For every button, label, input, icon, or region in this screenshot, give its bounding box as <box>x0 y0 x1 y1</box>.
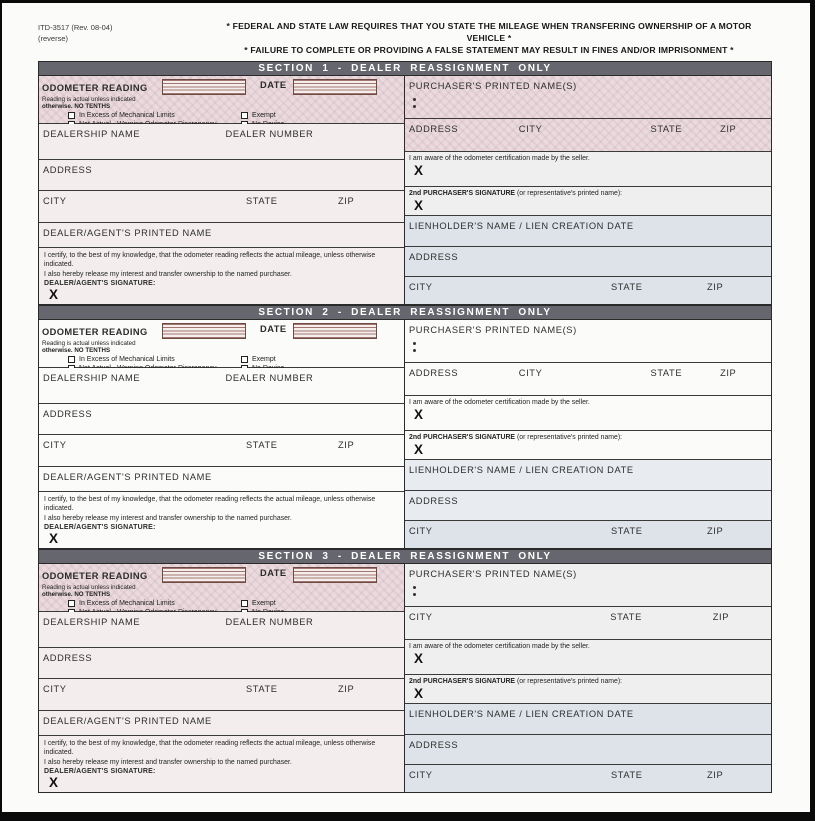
zip-label: ZIP <box>720 368 737 379</box>
date-label: DATE <box>260 568 287 579</box>
odometer-microprint-box[interactable] <box>162 323 246 339</box>
dealer-city-row[interactable] <box>39 679 404 711</box>
purchaser-names-row[interactable] <box>405 76 771 119</box>
odometer-block: ODOMETER READING Reading is actual unless indicated otherwise. NO TENTHS DATE In Excess of Mechanical Limits Exempt <box>39 76 404 124</box>
zip-label: ZIP <box>712 612 730 623</box>
section-3-title-bar: SECTION 3 - DEALER REASSIGNMENT ONLY <box>38 549 772 563</box>
dealer-printed-name-row[interactable] <box>39 223 404 248</box>
purchaser-printed-names-label: PURCHASER'S PRINTED NAME(S) <box>409 325 577 336</box>
section-3-purchaser-column <box>405 564 771 792</box>
state-label: STATE <box>650 368 683 379</box>
lienholder-address-row[interactable] <box>405 735 771 765</box>
purchaser-address-row[interactable] <box>405 363 771 396</box>
odometer-aware-block: I am aware of the odometer certification made by the seller. X <box>405 152 771 187</box>
state-label: STATE <box>246 684 278 695</box>
zip-label: ZIP <box>338 684 355 695</box>
dealer-signature-label: DEALER/AGENT'S SIGNATURE: <box>44 768 156 776</box>
second-purchaser-signature-block: 2nd PURCHASER'S SIGNATURE (or representative's printed name): X <box>405 431 771 460</box>
odometer-aware-block: I am aware of the odometer certification made by the seller. X <box>405 640 771 675</box>
zip-label: ZIP <box>707 526 724 537</box>
name-line-bullet <box>413 349 416 352</box>
dealership-row <box>39 124 404 160</box>
purchaser-signature-x[interactable]: X <box>414 407 424 423</box>
dealer-printed-name-row[interactable] <box>39 711 404 736</box>
dealer-address-row[interactable] <box>39 648 404 679</box>
dealer-city-row[interactable] <box>39 191 404 223</box>
purchaser-names-row[interactable] <box>405 564 771 607</box>
address-label: ADDRESS <box>43 653 93 664</box>
checkbox-exempt[interactable] <box>241 600 248 607</box>
second-purchaser-signature-block: 2nd PURCHASER'S SIGNATURE (or representative's printed name): X <box>405 675 771 704</box>
state-label: STATE <box>650 124 683 135</box>
form-id <box>38 20 206 56</box>
lienholder-label: LIENHOLDER'S NAME / LIEN CREATION DATE <box>409 465 634 476</box>
dealer-certification-block: I certify, to the best of my knowledge, that the odometer reading reflects the actual mileage, unless otherwise indicated. I also hereby release my interest and transfer ownership to the named purchaser. DEALER/AGENT'S SIGNATURE: X <box>39 736 404 792</box>
name-line-bullet <box>413 593 416 596</box>
dealer-signature-label: DEALER/AGENT'S SIGNATURE: <box>44 280 156 288</box>
dealership-name-label: DEALERSHIP NAME <box>43 617 141 628</box>
city-label: CITY <box>43 196 67 207</box>
second-purchaser-signature-x[interactable]: X <box>414 442 424 458</box>
form-id-reverse: (reverse) <box>38 33 69 43</box>
section-2-dealer-column <box>39 320 405 548</box>
city-label: CITY <box>409 770 433 781</box>
state-label: STATE <box>246 440 278 451</box>
dealer-signature-x[interactable]: X <box>49 531 59 547</box>
odometer-reading-label: ODOMETER READING <box>42 327 148 338</box>
form-id-number: ITD-3517 (Rev. 08-04) <box>38 23 113 32</box>
dealer-agent-printed-name-label: DEALER/AGENT'S PRINTED NAME <box>43 228 212 239</box>
date-label: DATE <box>260 80 287 91</box>
name-line-bullet <box>413 105 416 108</box>
city-label: CITY <box>518 124 543 135</box>
name-line-bullet <box>413 342 416 345</box>
odometer-microprint-box[interactable] <box>162 567 246 583</box>
section-1 <box>38 61 772 305</box>
purchaser-names-row[interactable] <box>405 320 771 363</box>
dealer-signature-label: DEALER/AGENT'S SIGNATURE: <box>44 524 156 532</box>
purchaser-printed-names-label: PURCHASER'S PRINTED NAME(S) <box>409 81 577 92</box>
city-label: CITY <box>518 368 543 379</box>
lienholder-city-row[interactable] <box>405 521 771 548</box>
date-label: DATE <box>260 324 287 335</box>
dealer-signature-x[interactable]: X <box>49 287 59 303</box>
address-label: ADDRESS <box>43 165 93 176</box>
second-purchaser-signature-x[interactable]: X <box>414 686 424 702</box>
name-line-bullet <box>413 586 416 589</box>
purchaser-signature-x[interactable]: X <box>414 163 424 179</box>
dealership-row <box>39 368 404 404</box>
name-line-bullet <box>413 98 416 101</box>
section-1-purchaser-column <box>405 76 771 304</box>
section-2-purchaser-column <box>405 320 771 548</box>
dealer-address-row[interactable] <box>39 160 404 191</box>
lienholder-city-row[interactable] <box>405 277 771 304</box>
city-label: CITY <box>409 612 433 623</box>
federal-warning-text: * FEDERAL AND STATE LAW REQUIRES THAT YOU STATE THE MILEAGE WHEN TRANSFERING OWNERSHIP OF A MOTOR VEHICLE * * FAILURE TO COMPLETE OR PROVIDING A FALSE STATEMENT MAY RESULT IN FINES AND/OR IMPRISONMENT * <box>226 21 752 56</box>
state-label: STATE <box>246 196 278 207</box>
dealer-agent-printed-name-label: DEALER/AGENT'S PRINTED NAME <box>43 472 212 483</box>
form-header <box>38 20 772 56</box>
dealer-signature-x[interactable]: X <box>49 775 59 791</box>
lienholder-label: LIENHOLDER'S NAME / LIEN CREATION DATE <box>409 221 634 232</box>
second-purchaser-signature-x[interactable]: X <box>414 198 424 214</box>
lienholder-row[interactable] <box>405 216 771 247</box>
lienholder-row[interactable] <box>405 460 771 491</box>
odometer-microprint-box[interactable] <box>162 79 246 95</box>
section-3 <box>38 549 772 793</box>
dealer-certification-block: I certify, to the best of my knowledge, that the odometer reading reflects the actual mileage, unless otherwise indicated. I also hereby release my interest and transfer ownership to the named purchaser. DEALER/AGENT'S SIGNATURE: X <box>39 492 404 548</box>
dealer-city-row[interactable] <box>39 435 404 467</box>
odometer-aware-block: I am aware of the odometer certification made by the seller. X <box>405 396 771 431</box>
address-label: ADDRESS <box>409 368 459 379</box>
dealership-name-label: DEALERSHIP NAME <box>43 373 141 384</box>
odometer-block: ODOMETER READING Reading is actual unless indicated otherwise. NO TENTHS DATE In Excess of Mechanical Limits Exempt <box>39 320 404 368</box>
checkbox-exempt[interactable] <box>241 356 248 363</box>
zip-label: ZIP <box>707 282 724 293</box>
state-label: STATE <box>611 282 643 293</box>
state-label: STATE <box>610 612 642 623</box>
dealer-certification-block: I certify, to the best of my knowledge, that the odometer reading reflects the actual mileage, unless otherwise indicated. I also hereby release my interest and transfer ownership to the named purchaser. DEALER/AGENT'S SIGNATURE: X <box>39 248 404 304</box>
date-microprint-box[interactable] <box>293 79 377 95</box>
lienholder-address-row[interactable] <box>405 247 771 277</box>
zip-label: ZIP <box>338 196 355 207</box>
purchaser-printed-names-label: PURCHASER'S PRINTED NAME(S) <box>409 569 577 580</box>
purchaser-address-row[interactable] <box>405 119 771 152</box>
state-label: STATE <box>611 526 643 537</box>
checkbox-excess-mechanical-limits[interactable] <box>68 600 75 607</box>
purchaser-signature-x[interactable]: X <box>414 651 424 667</box>
dealer-address-row[interactable] <box>39 404 404 435</box>
zip-label: ZIP <box>707 770 724 781</box>
second-purchaser-signature-block: 2nd PURCHASER'S SIGNATURE (or representative's printed name): X <box>405 187 771 216</box>
odometer-block: ODOMETER READING Reading is actual unless indicated otherwise. NO TENTHS DATE In Excess of Mechanical Limits Exempt <box>39 564 404 612</box>
city-label: CITY <box>43 440 67 451</box>
zip-label: ZIP <box>338 440 355 451</box>
checkbox-excess-mechanical-limits[interactable] <box>68 356 75 363</box>
state-label: STATE <box>611 770 643 781</box>
dealer-number-label: DEALER NUMBER <box>225 373 314 384</box>
form-itd-3517 <box>38 20 772 793</box>
dealer-number-label: DEALER NUMBER <box>225 617 314 628</box>
odometer-reading-label: ODOMETER READING <box>42 83 148 94</box>
city-label: CITY <box>409 526 433 537</box>
section-1-title-bar: SECTION 1 - DEALER REASSIGNMENT ONLY <box>38 61 772 75</box>
address-label: ADDRESS <box>409 740 459 751</box>
dealer-printed-name-row[interactable] <box>39 467 404 492</box>
lienholder-city-row[interactable] <box>405 765 771 792</box>
odometer-reading-label: ODOMETER READING <box>42 571 148 582</box>
dealer-number-label: DEALER NUMBER <box>225 129 314 140</box>
address-label: ADDRESS <box>409 496 459 507</box>
date-microprint-box[interactable] <box>293 567 377 583</box>
lienholder-label: LIENHOLDER'S NAME / LIEN CREATION DATE <box>409 709 634 720</box>
city-label: CITY <box>43 684 67 695</box>
address-label: ADDRESS <box>409 124 459 135</box>
checkbox-exempt[interactable] <box>241 112 248 119</box>
lienholder-row[interactable] <box>405 704 771 735</box>
city-label: CITY <box>409 282 433 293</box>
address-label: ADDRESS <box>409 252 459 263</box>
section-2 <box>38 305 772 549</box>
section-2-title-bar: SECTION 2 - DEALER REASSIGNMENT ONLY <box>38 305 772 319</box>
lienholder-address-row[interactable] <box>405 491 771 521</box>
dealer-agent-printed-name-label: DEALER/AGENT'S PRINTED NAME <box>43 716 212 727</box>
section-1-dealer-column <box>39 76 405 304</box>
zip-label: ZIP <box>720 124 737 135</box>
date-microprint-box[interactable] <box>293 323 377 339</box>
dealership-row <box>39 612 404 648</box>
section-3-dealer-column <box>39 564 405 792</box>
purchaser-city-row[interactable] <box>405 607 771 640</box>
address-label: ADDRESS <box>43 409 93 420</box>
dealership-name-label: DEALERSHIP NAME <box>43 129 141 140</box>
checkbox-excess-mechanical-limits[interactable] <box>68 112 75 119</box>
